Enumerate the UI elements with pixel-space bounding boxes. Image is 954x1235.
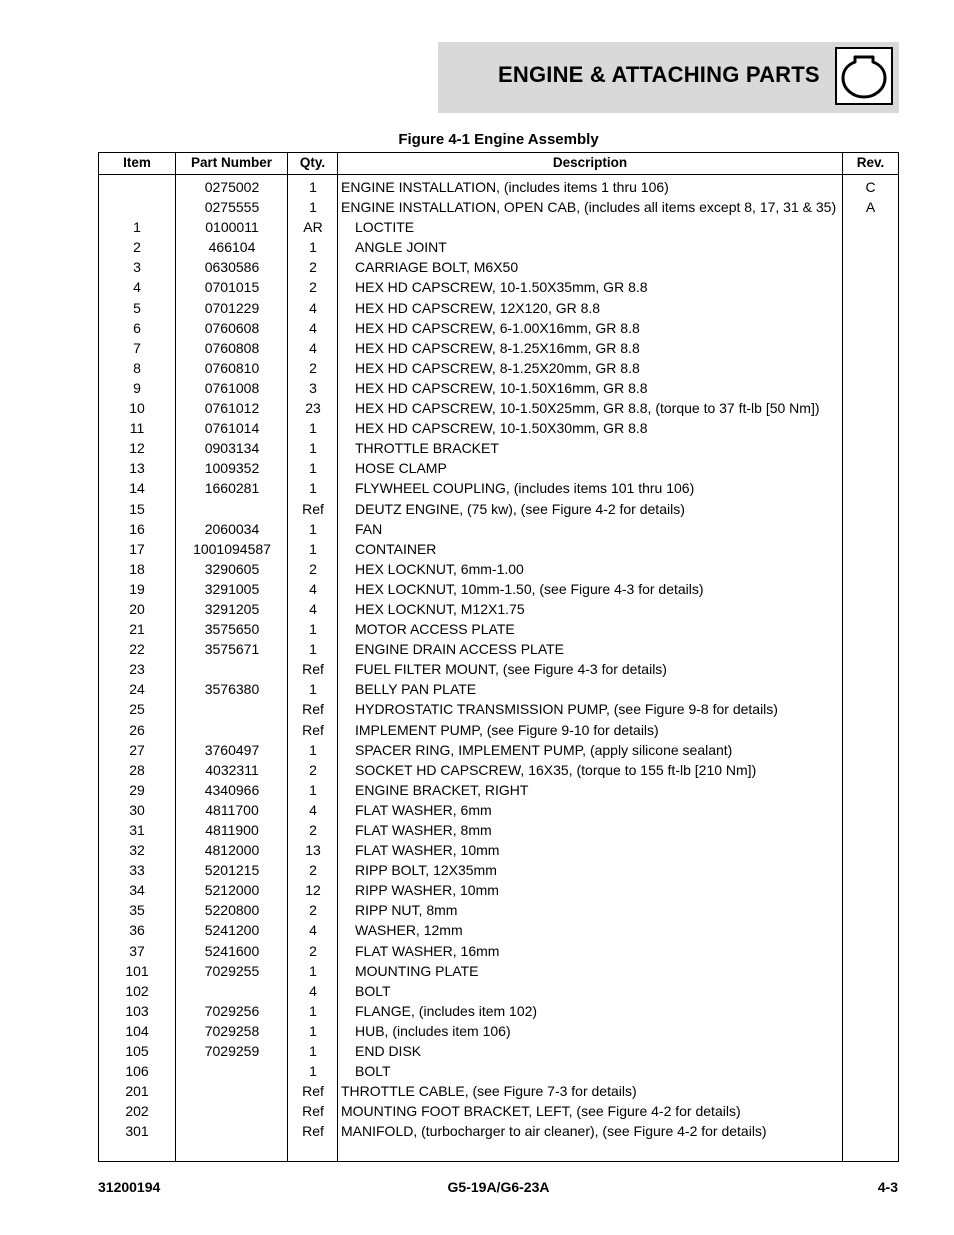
- item-cell: 9: [133, 379, 141, 396]
- description-cell: ENGINE INSTALLATION, (includes items 1 thru 106): [341, 179, 669, 195]
- table-body: [99, 177, 898, 1142]
- rev-cell: A: [865, 199, 876, 216]
- item-cell: 17: [129, 540, 145, 557]
- part-number-cell: 0701015: [204, 279, 260, 296]
- item-cell: 22: [129, 641, 145, 658]
- footer-page-number: 4-3: [877, 1179, 898, 1195]
- item-cell: 106: [125, 1063, 149, 1080]
- table-row: [99, 1021, 898, 1041]
- table-row: [99, 720, 898, 740]
- part-number-cell: 4032311: [205, 761, 259, 778]
- section-title: ENGINE & ATTACHING PARTS: [498, 62, 820, 87]
- item-cell: 36: [129, 922, 145, 939]
- qty-cell: 1: [309, 681, 317, 698]
- qty-cell: 3: [309, 379, 317, 396]
- qty-cell: 1: [309, 540, 317, 557]
- description-cell: ENGINE DRAIN ACCESS PLATE: [355, 641, 565, 658]
- description-cell: WASHER, 12mm: [355, 922, 463, 939]
- qty-cell: 1: [309, 641, 317, 658]
- item-cell: 29: [129, 781, 145, 798]
- item-cell: 8: [133, 359, 141, 376]
- description-cell: HEX HD CAPSCREW, 12X120, GR 8.8: [355, 299, 601, 316]
- part-number-cell: 0701229: [204, 299, 260, 316]
- table-row: [99, 499, 898, 519]
- description-cell: BELLY PAN PLATE: [355, 681, 477, 698]
- part-number-cell: 5201215: [204, 862, 260, 879]
- part-number-cell: 0100011: [205, 219, 259, 236]
- table-row: [99, 559, 898, 579]
- description-cell: BOLT: [355, 1063, 391, 1080]
- qty-cell: 1: [309, 440, 317, 457]
- item-cell: 202: [125, 1103, 149, 1120]
- qty-cell: 2: [309, 259, 317, 276]
- table-row: [99, 1001, 898, 1021]
- description-cell: HUB, (includes item 106): [355, 1022, 511, 1039]
- description-cell: END DISK: [355, 1043, 422, 1060]
- qty-cell: 1: [309, 1043, 317, 1060]
- item-cell: 31: [129, 822, 145, 838]
- part-number-cell: 0630586: [204, 259, 260, 276]
- qty-cell: 2: [309, 560, 317, 577]
- table-row: [99, 981, 898, 1001]
- table-row: [99, 679, 898, 699]
- qty-cell: 12: [305, 882, 321, 899]
- description-cell: MOUNTING PLATE: [355, 962, 479, 979]
- qty-cell: 1: [309, 199, 317, 216]
- description-cell: ENGINE BRACKET, RIGHT: [355, 781, 529, 798]
- part-number-cell: 7029258: [204, 1022, 260, 1039]
- description-cell: HYDROSTATIC TRANSMISSION PUMP, (see Figure 9-8 for details): [355, 701, 778, 718]
- description-cell: FLANGE, (includes item 102): [355, 1002, 538, 1019]
- figure-title: Figure 4-1 Engine Assembly: [398, 131, 599, 148]
- table-row: [99, 941, 898, 961]
- table-row: [99, 1121, 898, 1141]
- description-cell: LOCTITE: [355, 219, 415, 236]
- qty-cell: 1: [309, 239, 317, 256]
- description-cell: HEX HD CAPSCREW, 6-1.00X16mm, GR 8.8: [355, 319, 640, 336]
- qty-cell: Ref: [302, 661, 324, 678]
- part-number-cell: 0761012: [204, 400, 260, 417]
- table-row: [99, 177, 898, 197]
- item-cell: 7: [133, 339, 141, 356]
- qty-cell: 4: [309, 299, 317, 316]
- item-cell: 12: [129, 440, 145, 457]
- description-cell: THROTTLE BRACKET: [355, 440, 499, 457]
- qty-cell: 1: [309, 741, 317, 758]
- part-number-cell: 3575671: [204, 641, 260, 658]
- description-cell: HEX HD CAPSCREW, 10-1.50X25mm, GR 8.8, (torque to 37 ft-lb [50 Nm]): [355, 400, 820, 417]
- item-cell: 37: [129, 942, 145, 959]
- description-cell: MOUNTING FOOT BRACKET, LEFT, (see Figure 4-2 for details): [341, 1103, 741, 1120]
- table-row: [99, 418, 898, 438]
- footer-model: G5-19A/G6-23A: [447, 1179, 550, 1195]
- engine-outline-icon: [835, 47, 893, 105]
- description-cell: HEX LOCKNUT, M12X1.75: [355, 600, 525, 617]
- qty-cell: 1: [309, 1063, 317, 1080]
- qty-cell: Ref: [302, 721, 324, 738]
- description-cell: MOTOR ACCESS PLATE: [355, 621, 515, 638]
- part-number-cell: 1001094587: [193, 540, 271, 557]
- table-row: [99, 639, 898, 659]
- table-row: [99, 539, 898, 559]
- table-row: [99, 1061, 898, 1081]
- table-row: [99, 257, 898, 277]
- table-row: [99, 880, 898, 900]
- qty-cell: 2: [309, 761, 317, 778]
- qty-cell: 4: [309, 922, 317, 939]
- header-rev: Rev.: [856, 155, 885, 170]
- table-row: [99, 840, 898, 860]
- description-cell: FLAT WASHER, 6mm: [355, 801, 492, 818]
- part-number-cell: 0275555: [204, 199, 260, 216]
- item-cell: 102: [125, 982, 149, 999]
- description-cell: THROTTLE CABLE, (see Figure 7-3 for details): [341, 1083, 637, 1100]
- part-number-cell: 2060034: [204, 520, 260, 537]
- description-cell: HEX LOCKNUT, 10mm-1.50, (see Figure 4-3 for details): [355, 580, 704, 597]
- part-number-cell: 0761008: [204, 379, 260, 396]
- table-row: [99, 800, 898, 820]
- table-row: [99, 197, 898, 217]
- item-cell: 21: [129, 621, 145, 638]
- section-header: [438, 42, 899, 113]
- description-cell: HEX HD CAPSCREW, 10-1.50X30mm, GR 8.8: [355, 420, 648, 437]
- qty-cell: 4: [309, 319, 317, 336]
- part-number-cell: 5241200: [204, 922, 260, 939]
- item-cell: 20: [129, 600, 145, 617]
- table-row: [99, 478, 898, 498]
- rev-cell: C: [865, 179, 876, 195]
- footer-doc-number: 31200194: [98, 1179, 161, 1195]
- item-cell: 18: [129, 560, 145, 577]
- item-cell: 19: [129, 580, 145, 597]
- description-cell: SOCKET HD CAPSCREW, 16X35, (torque to 155 ft-lb [210 Nm]): [355, 761, 757, 778]
- table-header-row: [99, 153, 898, 175]
- item-cell: 3: [133, 259, 141, 276]
- item-cell: 28: [129, 761, 145, 778]
- part-number-cell: 3575650: [204, 621, 260, 638]
- qty-cell: 2: [309, 902, 317, 919]
- header-qty: Qty.: [299, 155, 326, 170]
- part-number-cell: 0760608: [204, 319, 260, 336]
- description-cell: HEX HD CAPSCREW, 10-1.50X16mm, GR 8.8: [355, 379, 648, 396]
- item-cell: 5: [133, 299, 141, 316]
- item-cell: 30: [129, 801, 145, 818]
- table-row: [99, 599, 898, 619]
- qty-cell: 4: [309, 982, 317, 999]
- part-number-cell: 0760808: [204, 339, 260, 356]
- qty-cell: 2: [309, 822, 317, 838]
- description-cell: CONTAINER: [355, 540, 437, 557]
- part-number-cell: 1660281: [204, 480, 260, 497]
- part-number-cell: 5212000: [204, 882, 260, 899]
- part-number-cell: 7029256: [204, 1002, 260, 1019]
- description-cell: DEUTZ ENGINE, (75 kw), (see Figure 4-2 for details): [355, 500, 685, 517]
- qty-cell: 1: [309, 179, 317, 195]
- table-row: [99, 920, 898, 940]
- description-cell: RIPP WASHER, 10mm: [355, 882, 499, 899]
- item-cell: 101: [125, 962, 149, 979]
- item-cell: 27: [129, 741, 145, 758]
- description-cell: FAN: [355, 520, 383, 537]
- table-row: [99, 760, 898, 780]
- description-cell: ENGINE INSTALLATION, OPEN CAB, (includes all items except 8, 17, 31 & 35): [341, 199, 837, 216]
- item-cell: 10: [129, 400, 145, 417]
- description-cell: HEX LOCKNUT, 6mm-1.00: [355, 560, 524, 577]
- table-row: [99, 699, 898, 719]
- qty-cell: 4: [309, 801, 317, 818]
- item-cell: 23: [129, 661, 145, 678]
- item-cell: 105: [125, 1043, 149, 1060]
- part-number-cell: 7029255: [204, 962, 260, 979]
- item-cell: 34: [129, 882, 145, 899]
- table-row: [99, 237, 898, 257]
- item-cell: 1: [133, 219, 141, 236]
- table-row: [99, 1041, 898, 1061]
- qty-cell: 1: [309, 1022, 317, 1039]
- table-row: [99, 780, 898, 800]
- qty-cell: 4: [309, 600, 317, 617]
- table-row: [99, 298, 898, 318]
- qty-cell: Ref: [302, 1123, 324, 1140]
- description-cell: RIPP NUT, 8mm: [355, 902, 458, 919]
- item-cell: 14: [129, 480, 145, 497]
- qty-cell: 13: [305, 842, 321, 859]
- part-number-cell: 4812000: [204, 842, 260, 859]
- parts-table: [98, 152, 899, 1162]
- item-cell: 32: [129, 842, 145, 859]
- qty-cell: 2: [309, 279, 317, 296]
- description-cell: FLAT WASHER, 8mm: [355, 822, 492, 838]
- header-part-number: Part Number: [190, 155, 273, 170]
- item-cell: 16: [129, 520, 145, 537]
- table-row: [99, 398, 898, 418]
- item-cell: 13: [129, 460, 145, 477]
- part-number-cell: 5241600: [204, 942, 260, 959]
- part-number-cell: 1009352: [204, 460, 260, 477]
- item-cell: 24: [129, 681, 145, 698]
- table-row: [99, 1081, 898, 1101]
- part-number-cell: 3576380: [204, 681, 260, 698]
- table-row: [99, 318, 898, 338]
- qty-cell: 1: [309, 1002, 317, 1019]
- description-cell: HEX HD CAPSCREW, 10-1.50X35mm, GR 8.8: [355, 279, 648, 296]
- table-row: [99, 519, 898, 539]
- table-row: [99, 358, 898, 378]
- qty-cell: 1: [309, 520, 317, 537]
- table-row: [99, 1101, 898, 1121]
- header-item: Item: [123, 155, 151, 170]
- part-number-cell: 3290605: [204, 560, 260, 577]
- item-cell: 301: [125, 1123, 149, 1140]
- qty-cell: 1: [309, 962, 317, 979]
- table-row: [99, 378, 898, 398]
- description-cell: FLAT WASHER, 16mm: [355, 942, 500, 959]
- item-cell: 26: [129, 721, 145, 738]
- part-number-cell: 3291205: [204, 600, 260, 617]
- table-row: [99, 579, 898, 599]
- item-cell: 33: [129, 862, 145, 879]
- description-cell: ANGLE JOINT: [355, 239, 447, 256]
- part-number-cell: 4340966: [204, 781, 260, 798]
- item-cell: 15: [129, 500, 145, 517]
- description-cell: HEX HD CAPSCREW, 8-1.25X16mm, GR 8.8: [355, 339, 640, 356]
- item-cell: 201: [125, 1083, 149, 1100]
- table-row: [99, 217, 898, 237]
- qty-cell: 2: [309, 862, 317, 879]
- qty-cell: 1: [309, 781, 317, 798]
- qty-cell: 1: [309, 460, 317, 477]
- description-cell: RIPP BOLT, 12X35mm: [355, 862, 497, 879]
- description-cell: FLAT WASHER, 10mm: [355, 842, 500, 859]
- part-number-cell: 0761014: [204, 420, 260, 437]
- qty-cell: 2: [309, 359, 317, 376]
- item-cell: 2: [133, 239, 141, 256]
- qty-cell: 1: [309, 480, 317, 497]
- table-row: [99, 659, 898, 679]
- description-cell: IMPLEMENT PUMP, (see Figure 9-10 for details): [355, 721, 659, 738]
- qty-cell: 23: [305, 400, 321, 417]
- part-number-cell: 0903134: [204, 440, 260, 457]
- item-cell: 25: [129, 701, 145, 718]
- part-number-cell: 3760497: [204, 741, 260, 758]
- item-cell: 103: [125, 1002, 149, 1019]
- description-cell: CARRIAGE BOLT, M6X50: [355, 259, 519, 276]
- description-cell: SPACER RING, IMPLEMENT PUMP, (apply silicone sealant): [355, 741, 733, 758]
- qty-cell: 1: [309, 621, 317, 638]
- part-number-cell: 466104: [208, 239, 256, 256]
- description-cell: HOSE CLAMP: [355, 460, 447, 477]
- part-number-cell: 3291005: [204, 580, 260, 597]
- item-cell: 11: [129, 420, 145, 437]
- part-number-cell: 0760810: [204, 359, 260, 376]
- part-number-cell: 7029259: [204, 1043, 260, 1060]
- header-description: Description: [552, 155, 628, 170]
- item-cell: 4: [133, 279, 141, 296]
- description-cell: HEX HD CAPSCREW, 8-1.25X20mm, GR 8.8: [355, 359, 640, 376]
- table-row: [99, 860, 898, 880]
- qty-cell: 1: [309, 420, 317, 437]
- qty-cell: Ref: [302, 1103, 324, 1120]
- table-row: [99, 619, 898, 639]
- description-cell: BOLT: [355, 982, 391, 999]
- table-row: [99, 740, 898, 760]
- item-cell: 104: [125, 1022, 149, 1039]
- part-number-cell: 4811700: [205, 801, 259, 818]
- qty-cell: 4: [309, 580, 317, 597]
- part-number-cell: 4811900: [205, 822, 259, 838]
- qty-cell: 4: [309, 339, 317, 356]
- qty-cell: AR: [303, 219, 323, 236]
- qty-cell: Ref: [302, 1083, 324, 1100]
- table-row: [99, 820, 898, 840]
- part-number-cell: 0275002: [204, 179, 260, 195]
- table-row: [99, 338, 898, 358]
- table-row: [99, 961, 898, 981]
- qty-cell: 2: [309, 942, 317, 959]
- table-row: [99, 900, 898, 920]
- item-cell: 6: [133, 319, 141, 336]
- table-row: [99, 277, 898, 297]
- item-cell: 35: [129, 902, 145, 919]
- table-row: [99, 458, 898, 478]
- part-number-cell: 5220800: [204, 902, 260, 919]
- description-cell: FLYWHEEL COUPLING, (includes items 101 thru 106): [355, 480, 695, 497]
- qty-cell: Ref: [302, 500, 324, 517]
- table-row: [99, 438, 898, 458]
- qty-cell: Ref: [302, 701, 324, 718]
- description-cell: MANIFOLD, (turbocharger to air cleaner), (see Figure 4-2 for details): [341, 1123, 767, 1140]
- description-cell: FUEL FILTER MOUNT, (see Figure 4-3 for details): [355, 661, 667, 678]
